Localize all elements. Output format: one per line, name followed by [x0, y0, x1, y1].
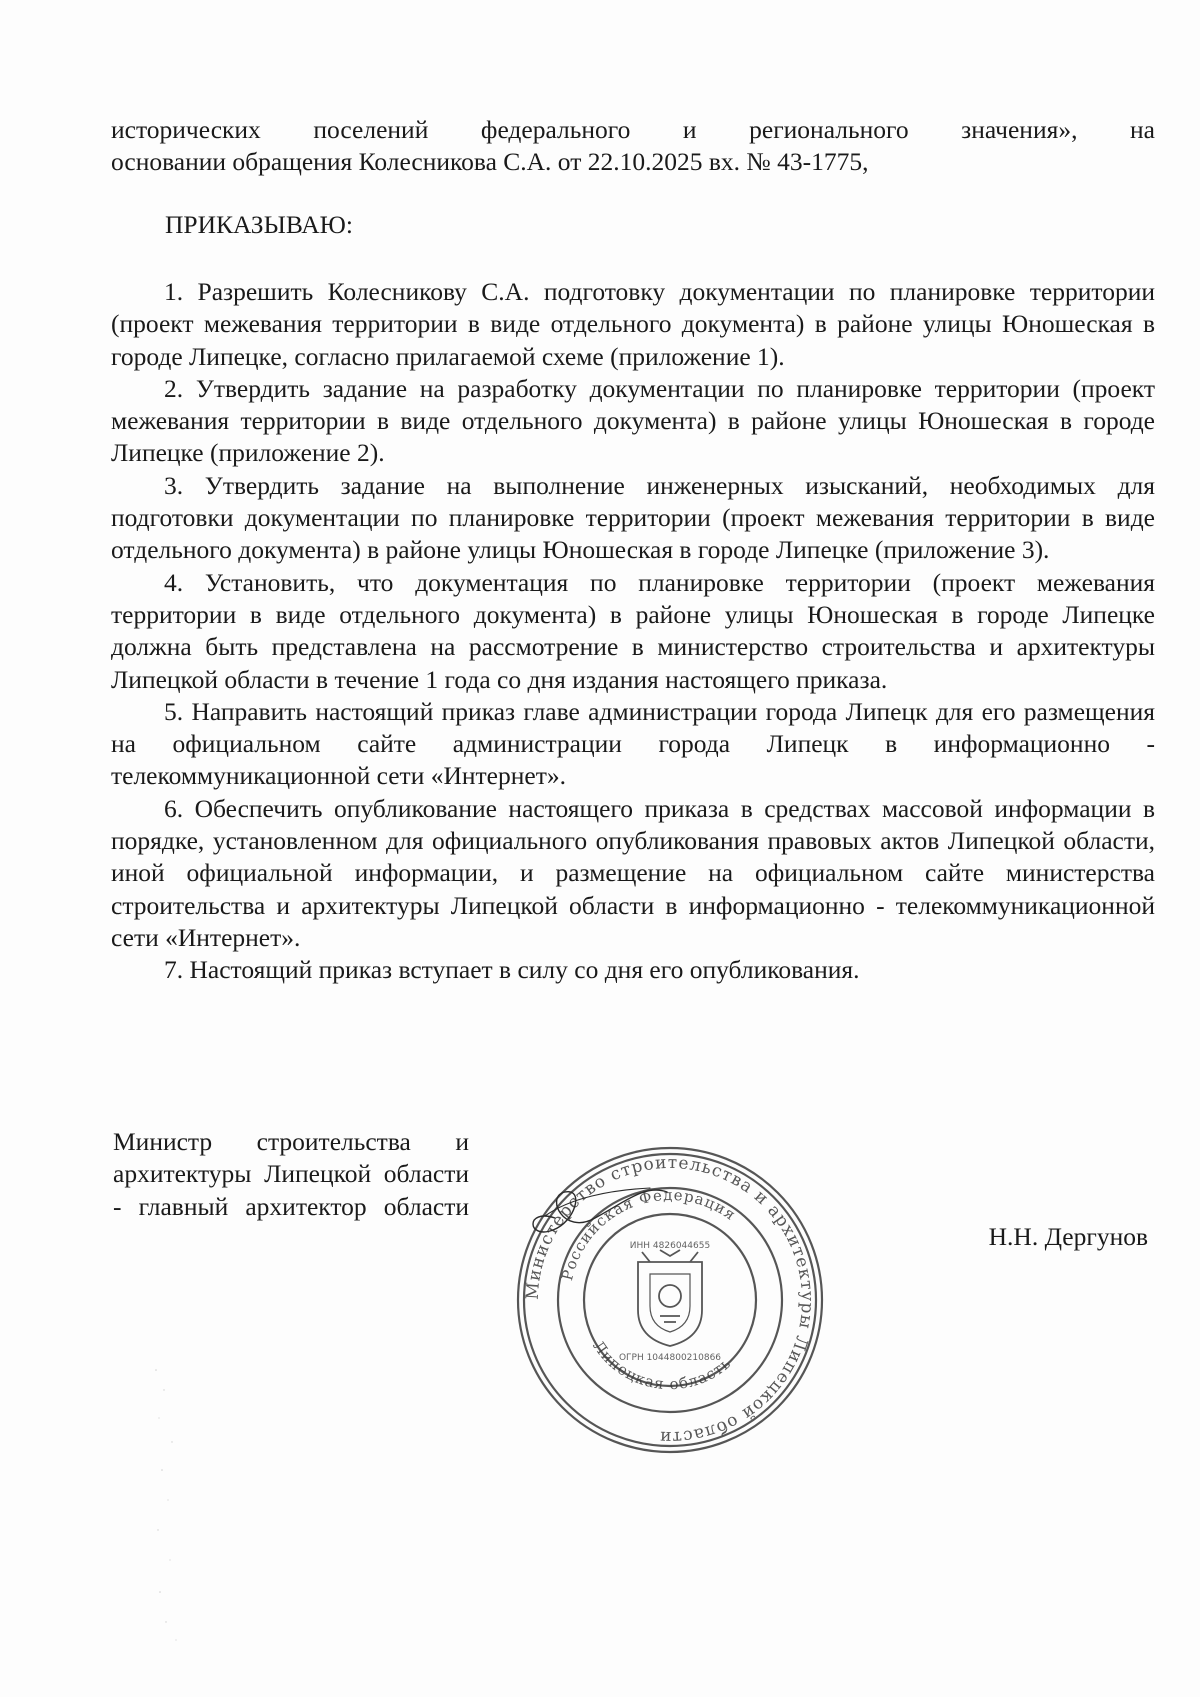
- handwritten-signature: [515, 1178, 675, 1248]
- signatory-name: Н.Н. Дергунов: [988, 1222, 1148, 1251]
- order-heading: ПРИКАЗЫВАЮ:: [165, 210, 353, 239]
- order-item-2: 2. Утвердить задание на разработку документации по планировке территории (проект межевания территории в виде отдельного документа) в районе улицы Юношеская в городе Липецке (приложение 2).: [111, 373, 1155, 468]
- order-item-4: 4. Установить, что документация по планировке территории (проект межевания территории в виде отдельного документа) в районе улицы Юношеская в городе Липецке должна быть представлена на рассмотрение в министерство строительства и архитектуры Липецкой области в течение 1 года со дня издания настоящего приказа.: [111, 567, 1155, 694]
- seal-region-text: Липецкая область: [589, 1337, 735, 1394]
- order-item-6: 6. Обеспечить опубликование настоящего приказа в средствах массовой информации в порядке, установленном для официального опубликования правовых актов Липецкой области, иной официальной информации, и размещение на официальном сайте министерства строительства и архитектуры Липецкой области в информационно - телекоммуникационной сети «Интернет».: [111, 793, 1155, 952]
- order-item-5: 5. Направить настоящий приказ главе администрации города Липецк для его размещения на официальном сайте администрации города Липецк в информационно - телекоммуникационной сети «Интернет».: [111, 696, 1155, 791]
- order-item-1: 1. Разрешить Колесникову С.А. подготовку документации по планировке территории (проект межевания территории в виде отдельного документа) в районе улицы Юношеская в городе Липецке, согласно прилагаемой схеме (приложение 1).: [111, 277, 1155, 371]
- signatory-title: Министр строительства и архитектуры Липецкой области - главный архитектор области: [113, 1127, 469, 1221]
- coat-of-arms-icon: [638, 1250, 702, 1346]
- seal-inn: ИНН 4826044655: [629, 1241, 711, 1251]
- seal-inner-text: Российская Федерация: [558, 1185, 740, 1283]
- order-item-3: 3. Утвердить задание на выполнение инженерных изысканий, необходимых для подготовки документации по планировке территории (проект межевания территории в виде отдельного документа) в районе улицы Юношеская в городе Липецке (приложение 3).: [111, 470, 1155, 565]
- order-items: [111, 276, 1155, 987]
- intro-line-1: исторических поселений федерального и регионального значения», на: [111, 115, 1155, 144]
- svg-text:Липецкая область: [589, 1337, 734, 1393]
- order-item-7: 7. Настоящий приказ вступает в силу со дня его опубликования.: [164, 955, 860, 985]
- scan-noise: [150, 1360, 190, 1650]
- intro-line-2: основании обращения Колесникова С.А. от 22.10.2025 вх. № 43-1775,: [111, 147, 869, 177]
- seal-outer-text: Министерство строительства и архитектуры Липецкой области: [522, 1152, 818, 1448]
- seal-ogrn: ОГРН 1044800210866: [618, 1353, 722, 1363]
- intro-paragraph: [111, 114, 1155, 179]
